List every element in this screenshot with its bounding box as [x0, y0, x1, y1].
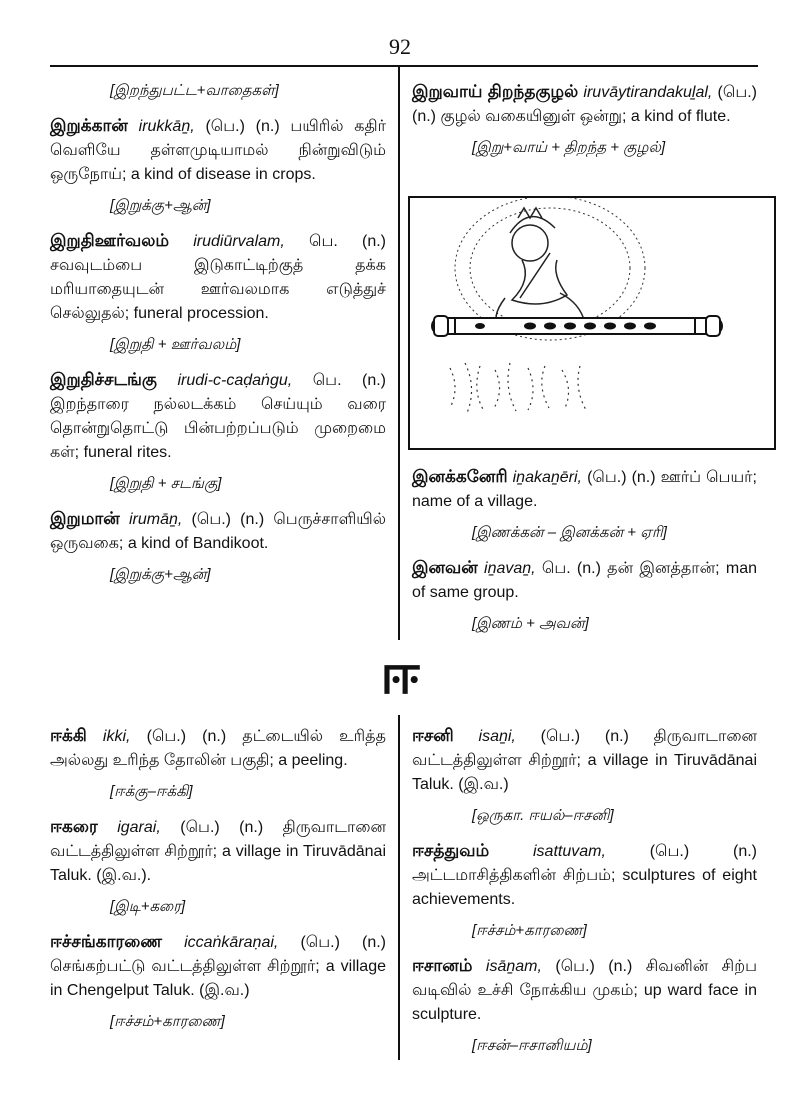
dictionary-entry	[412, 80, 757, 129]
krishna-flute-drawing	[410, 198, 774, 448]
headword: ஈச்சங்காரணை	[50, 932, 162, 951]
headword: ஈசானம்	[412, 956, 473, 975]
etymology: [ஈசன்–ஈசானியம்]	[472, 1037, 592, 1054]
dictionary-entry	[50, 930, 386, 1003]
definition: பெ. (n.) சவவுடம்பை இடுகாட்டிற்குத் தக்க மரியாதையுடன் ஊர்வலமாக எடுத்துச் செல்லுதல்; funeral procession.	[50, 233, 386, 322]
transliteration: irukkāṉ,	[138, 118, 195, 135]
right-column-top	[412, 80, 757, 171]
headword: ஈசத்துவம்	[412, 841, 490, 860]
headword: ஈக்கி	[50, 726, 87, 745]
definition: (பெ.) (n.) திருவாடானை வட்டத்திலுள்ள சிற்றூர்; a village in Tiruvādānai Taluk. (இ.வ.).	[50, 819, 386, 884]
flute-icon	[432, 316, 722, 336]
dictionary-entry	[50, 815, 386, 888]
definition: பெ. (n.) தன் இனத்தான்; man of same group.	[412, 560, 757, 601]
dictionary-entry	[412, 839, 757, 912]
left-column-top	[50, 80, 386, 598]
etymology: [இறந்துபட்ட+வாதைகள்]	[110, 82, 279, 99]
dictionary-entry	[412, 724, 757, 797]
transliteration: isāṉam,	[485, 958, 542, 975]
page-number: 92	[389, 34, 411, 59]
definition: (பெ.) (n.) பயிரில் கதிர் வெளியே தள்ளமுடியாமல் நின்றுவிடும் ஒருநோய்; a kind of disease in crops.	[50, 118, 386, 183]
transliteration: isaṉi,	[478, 728, 516, 745]
headword: ஈசனி	[412, 726, 454, 745]
headword: இறுவாய் திறந்தகுழல்	[412, 82, 579, 101]
headword: இறுக்கான்	[50, 116, 128, 135]
flute-illustration	[408, 196, 776, 450]
dictionary-entry	[50, 114, 386, 187]
etymology: [இறுதி + ஊர்வலம்]	[110, 336, 241, 353]
etymology: [ஈக்கு–ஈக்கி]	[110, 783, 193, 800]
definition: (பெ.) (n.) சிவனின் சிற்ப வடிவில் உச்சி நோக்கிய முகம்; up ward face in sculpture.	[412, 958, 758, 1023]
transliteration: iṉakaṉēri,	[512, 469, 582, 486]
transliteration: irudi-c-caḍaṅgu,	[177, 372, 293, 389]
dictionary-entry	[50, 724, 386, 773]
transliteration: igarai,	[117, 819, 161, 836]
etymology: [ஈச்சம்+காரணை]	[472, 922, 587, 939]
definition: (பெ.) (n.) அட்டமாசித்திகளின் சிற்பம்; sculptures of eight achievements.	[412, 843, 757, 908]
dictionary-entry	[50, 507, 386, 556]
transliteration: iruvāytirandakuḻal,	[583, 84, 713, 101]
column-divider-top	[398, 66, 400, 640]
dictionary-entry	[50, 229, 386, 326]
etymology: [ஒருகா. ஈயல்–ஈசனி]	[472, 807, 614, 824]
definition: (பெ.) (n.) திருவாடானை வட்டத்திலுள்ள சிற்றூர்; a village in Tiruvādānai Taluk. (இ.வ.)	[412, 728, 757, 793]
etymology: [இறுக்கு+ஆன்]	[110, 566, 211, 583]
etymology: [இறு+வாய் + திறந்த + குழல்]	[472, 139, 666, 156]
header-rule	[50, 65, 758, 67]
dictionary-entry	[412, 465, 757, 514]
dictionary-entry	[412, 556, 757, 605]
etymology: [இறுதி + சடங்கு]	[110, 475, 222, 492]
column-divider-bottom	[398, 715, 400, 1060]
transliteration: iccaṅkāraṇai,	[184, 934, 279, 951]
transliteration: irudiūrvalam,	[193, 233, 285, 250]
left-column-bottom	[50, 724, 386, 1045]
etymology: [இணம் + அவன்]	[472, 615, 589, 632]
right-column-bottom	[412, 724, 757, 1069]
transliteration: irumāṉ,	[128, 511, 183, 528]
transliteration: ikki,	[102, 728, 131, 745]
dictionary-entry	[412, 954, 757, 1027]
right-column-top-lower	[412, 465, 757, 647]
transliteration: iṉavaṉ,	[484, 560, 536, 577]
definition: (பெ.) (n.) தட்டையில் உரித்த அல்லது உரிந்த தோலின் பகுதி; a peeling.	[50, 728, 387, 769]
etymology: [ஈச்சம்+காரணை]	[110, 1013, 225, 1030]
etymology: [இறுக்கு+ஆன்]	[110, 197, 211, 214]
etymology: [இணக்கன் – இனக்கன் + ஏரி]	[472, 524, 667, 541]
headword: ஈகரை	[50, 817, 98, 836]
definition: (பெ.) (n.) பெருச்சாளியில் ஒருவகை; a kind of Bandikoot.	[50, 511, 386, 552]
headword: இறுமான்	[50, 509, 120, 528]
dictionary-entry	[50, 368, 386, 465]
headword: இறுதிஊர்வலம்	[50, 231, 170, 250]
transliteration: isattuvam,	[532, 843, 606, 860]
definition: (பெ.) (n.) செங்கற்பட்டு வட்டத்திலுள்ள சிற்றூர்; a village in Chengelput Taluk. (இ.வ.)	[50, 934, 386, 999]
headword: இனவன்	[412, 558, 478, 577]
headword: இறுதிச்சடங்கு	[50, 370, 157, 389]
headword: இனக்கனேரி	[412, 467, 508, 486]
definition: (பெ.) (n.) குழல் வகையினுள் ஒன்று; a kind of flute.	[412, 84, 758, 125]
definition: (பெ.) (n.) ஊர்ப் பெயர்; name of a village.	[412, 469, 757, 510]
definition: பெ. (n.) இறந்தாரை நல்லடக்கம் செய்யும் வரை தொன்றுதொட்டு பின்பற்றப்படும் முறைமை கள்; funeral rites.	[50, 372, 387, 461]
section-letter: ஈ	[380, 642, 420, 707]
etymology: [இடி+கரை]	[110, 898, 186, 915]
